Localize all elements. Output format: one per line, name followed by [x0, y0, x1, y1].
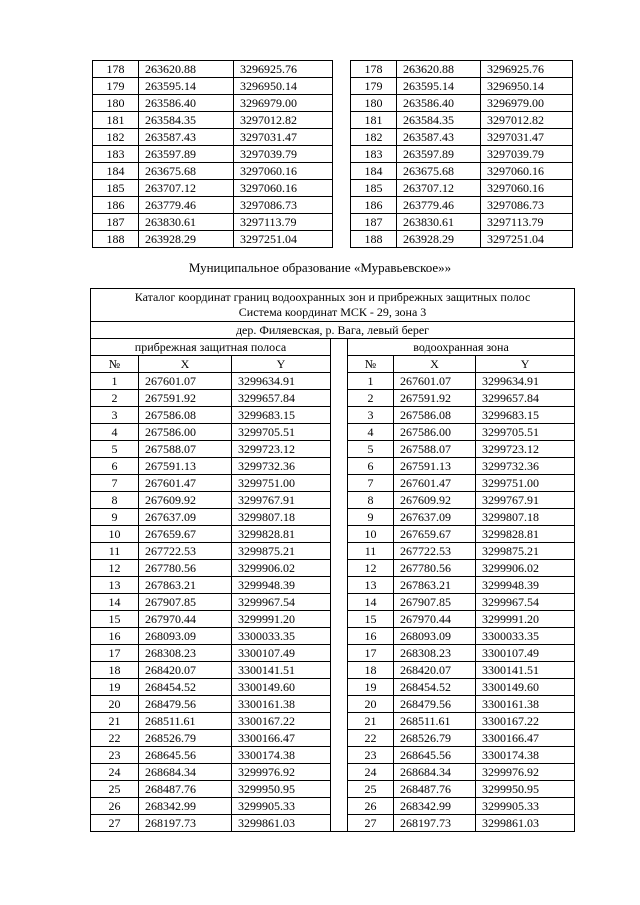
- point-number: 180: [351, 95, 397, 112]
- point-number: 6: [348, 458, 394, 475]
- x-coordinate: 268197.73: [139, 815, 232, 832]
- x-coordinate: 267780.56: [394, 560, 476, 577]
- x-coordinate: 263597.89: [139, 146, 234, 163]
- x-coordinate: 267586.00: [139, 424, 232, 441]
- y-coordinate: 3299751.00: [232, 475, 331, 492]
- y-coordinate: 3299634.91: [476, 373, 575, 390]
- point-number: 186: [351, 197, 397, 214]
- x-coordinate: 268308.23: [139, 645, 232, 662]
- table-row: [93, 112, 333, 129]
- point-number: 14: [348, 594, 394, 611]
- column-header-row: [91, 356, 575, 373]
- y-coordinate: 3299807.18: [476, 509, 575, 526]
- table-row: [91, 798, 575, 815]
- y-coordinate: 3300107.49: [232, 645, 331, 662]
- table-row: [351, 95, 573, 112]
- point-number: 18: [348, 662, 394, 679]
- point-number: 21: [91, 713, 139, 730]
- x-coordinate: 267659.67: [139, 526, 232, 543]
- point-number: 184: [351, 163, 397, 180]
- table-row: [91, 611, 575, 628]
- x-coordinate: 267659.67: [394, 526, 476, 543]
- point-number: 20: [348, 696, 394, 713]
- y-coordinate: 3297012.82: [481, 112, 573, 129]
- y-coordinate: 3299967.54: [232, 594, 331, 611]
- y-coordinate: 3297060.16: [234, 180, 333, 197]
- x-coordinate: 267601.47: [394, 475, 476, 492]
- y-coordinate: 3299976.92: [476, 764, 575, 781]
- table-row: [91, 543, 575, 560]
- point-number: 182: [351, 129, 397, 146]
- x-coordinate: 267588.07: [394, 441, 476, 458]
- x-coordinate: 263595.14: [139, 78, 234, 95]
- point-number: 16: [91, 628, 139, 645]
- table-row: [351, 214, 573, 231]
- point-number: 23: [348, 747, 394, 764]
- table-row: [91, 815, 575, 832]
- top-right-coordinate-table: [350, 60, 573, 248]
- y-coordinate: 3299705.51: [476, 424, 575, 441]
- x-coordinate: 263584.35: [139, 112, 234, 129]
- point-number: 181: [351, 112, 397, 129]
- col-number-header: №: [348, 356, 394, 373]
- point-number: 23: [91, 747, 139, 764]
- x-coordinate: 263595.14: [397, 78, 481, 95]
- y-coordinate: 3296925.76: [234, 61, 333, 78]
- location-label: дер. Филяевская, р. Вага, левый берег: [91, 322, 575, 339]
- y-coordinate: 3299906.02: [476, 560, 575, 577]
- point-number: 187: [93, 214, 139, 231]
- point-number: 12: [348, 560, 394, 577]
- table-row: [351, 61, 573, 78]
- table-row: [93, 214, 333, 231]
- table-row: [93, 95, 333, 112]
- y-coordinate: 3299732.36: [232, 458, 331, 475]
- point-number: 17: [348, 645, 394, 662]
- x-coordinate: 267601.07: [139, 373, 232, 390]
- point-number: 10: [91, 526, 139, 543]
- top-left-coordinate-table: [92, 60, 333, 248]
- x-coordinate: 268342.99: [394, 798, 476, 815]
- right-section-header: водоохранная зона: [348, 339, 575, 356]
- table-row: [351, 180, 573, 197]
- point-number: 188: [351, 231, 397, 248]
- point-number: 11: [91, 543, 139, 560]
- y-coordinate: 3299948.39: [476, 577, 575, 594]
- catalog-title-row: [91, 289, 575, 322]
- y-coordinate: 3297039.79: [481, 146, 573, 163]
- y-coordinate: 3300167.22: [232, 713, 331, 730]
- y-coordinate: 3297060.16: [481, 163, 573, 180]
- point-number: 9: [348, 509, 394, 526]
- y-coordinate: 3296979.00: [481, 95, 573, 112]
- catalog-title: Каталог координат границ водоохранных зон и прибрежных защитных полос: [134, 290, 531, 304]
- y-coordinate: 3299905.33: [232, 798, 331, 815]
- x-coordinate: 263707.12: [139, 180, 234, 197]
- x-coordinate: 268511.61: [139, 713, 232, 730]
- point-number: 184: [93, 163, 139, 180]
- point-number: 8: [91, 492, 139, 509]
- y-coordinate: 3299657.84: [476, 390, 575, 407]
- point-number: 188: [93, 231, 139, 248]
- x-coordinate: 268487.76: [394, 781, 476, 798]
- table-row: [91, 509, 575, 526]
- point-number: 16: [348, 628, 394, 645]
- y-coordinate: 3300166.47: [232, 730, 331, 747]
- table-row: [351, 78, 573, 95]
- y-coordinate: 3300149.60: [232, 679, 331, 696]
- x-coordinate: 268487.76: [139, 781, 232, 798]
- table-row: [91, 475, 575, 492]
- y-coordinate: 3299875.21: [232, 543, 331, 560]
- x-coordinate: 267907.85: [394, 594, 476, 611]
- point-number: 13: [91, 577, 139, 594]
- point-number: 9: [91, 509, 139, 526]
- x-coordinate: 263675.68: [139, 163, 234, 180]
- table-row: [93, 78, 333, 95]
- table-row: [93, 129, 333, 146]
- point-number: 14: [91, 594, 139, 611]
- x-coordinate: 268479.56: [394, 696, 476, 713]
- x-coordinate: 263586.40: [397, 95, 481, 112]
- x-coordinate: 267601.47: [139, 475, 232, 492]
- x-coordinate: 267591.92: [394, 390, 476, 407]
- point-number: 18: [91, 662, 139, 679]
- y-coordinate: 3299723.12: [232, 441, 331, 458]
- y-coordinate: 3299905.33: [476, 798, 575, 815]
- table-row: [93, 180, 333, 197]
- x-coordinate: 267863.21: [394, 577, 476, 594]
- table-row: [93, 197, 333, 214]
- x-coordinate: 263587.43: [139, 129, 234, 146]
- y-coordinate: 3296979.00: [234, 95, 333, 112]
- location-row: [91, 322, 575, 339]
- point-number: 7: [348, 475, 394, 492]
- point-number: 17: [91, 645, 139, 662]
- y-coordinate: 3299950.95: [232, 781, 331, 798]
- y-coordinate: 3299732.36: [476, 458, 575, 475]
- table-row: [93, 231, 333, 248]
- y-coordinate: 3300161.38: [232, 696, 331, 713]
- y-coordinate: 3297113.79: [234, 214, 333, 231]
- x-coordinate: 268308.23: [394, 645, 476, 662]
- point-number: 2: [91, 390, 139, 407]
- y-coordinate: 3299634.91: [232, 373, 331, 390]
- y-coordinate: 3299683.15: [232, 407, 331, 424]
- x-coordinate: 263597.89: [397, 146, 481, 163]
- x-coordinate: 267637.09: [139, 509, 232, 526]
- point-number: 4: [91, 424, 139, 441]
- point-number: 178: [351, 61, 397, 78]
- y-coordinate: 3297031.47: [481, 129, 573, 146]
- table-row: [351, 231, 573, 248]
- table-row: [91, 594, 575, 611]
- y-coordinate: 3296950.14: [481, 78, 573, 95]
- y-coordinate: 3299991.20: [476, 611, 575, 628]
- y-coordinate: 3300141.51: [476, 662, 575, 679]
- section-header-row: [91, 339, 575, 356]
- table-row: [91, 679, 575, 696]
- coordinate-system: Система координат МСК - 29, зона 3: [238, 305, 427, 319]
- municipality-title: Муниципальное образование «Муравьевское»»: [188, 260, 452, 275]
- x-coordinate: 268526.79: [394, 730, 476, 747]
- x-coordinate: 268645.56: [394, 747, 476, 764]
- table-row: [93, 163, 333, 180]
- x-coordinate: 267722.53: [394, 543, 476, 560]
- point-number: 24: [91, 764, 139, 781]
- point-number: 179: [351, 78, 397, 95]
- point-number: 25: [348, 781, 394, 798]
- table-row: [91, 645, 575, 662]
- table-row: [91, 781, 575, 798]
- table-row: [351, 129, 573, 146]
- table-row: [91, 730, 575, 747]
- x-coordinate: 267591.13: [394, 458, 476, 475]
- point-number: 185: [93, 180, 139, 197]
- x-coordinate: 268454.52: [394, 679, 476, 696]
- point-number: 15: [348, 611, 394, 628]
- table-row: [91, 696, 575, 713]
- table-row: [91, 747, 575, 764]
- point-number: 179: [93, 78, 139, 95]
- point-number: 185: [351, 180, 397, 197]
- point-number: 25: [91, 781, 139, 798]
- x-coordinate: 268420.07: [394, 662, 476, 679]
- x-coordinate: 267586.08: [394, 407, 476, 424]
- y-coordinate: 3299767.91: [232, 492, 331, 509]
- x-coordinate: 263779.46: [397, 197, 481, 214]
- point-number: 19: [348, 679, 394, 696]
- x-coordinate: 267637.09: [394, 509, 476, 526]
- y-coordinate: 3299967.54: [476, 594, 575, 611]
- point-number: 19: [91, 679, 139, 696]
- y-coordinate: 3297060.16: [481, 180, 573, 197]
- x-coordinate: 268093.09: [139, 628, 232, 645]
- y-coordinate: 3300166.47: [476, 730, 575, 747]
- y-coordinate: 3299991.20: [232, 611, 331, 628]
- point-number: 22: [348, 730, 394, 747]
- y-coordinate: 3299751.00: [476, 475, 575, 492]
- table-row: [351, 146, 573, 163]
- x-coordinate: 268645.56: [139, 747, 232, 764]
- point-number: 11: [348, 543, 394, 560]
- table-row: [91, 577, 575, 594]
- y-coordinate: 3300149.60: [476, 679, 575, 696]
- x-coordinate: 268511.61: [394, 713, 476, 730]
- y-coordinate: 3300107.49: [476, 645, 575, 662]
- x-coordinate: 263830.61: [139, 214, 234, 231]
- x-coordinate: 267722.53: [139, 543, 232, 560]
- table-row: [91, 764, 575, 781]
- col-x-header: X: [139, 356, 232, 373]
- x-coordinate: 263928.29: [139, 231, 234, 248]
- point-number: 2: [348, 390, 394, 407]
- y-coordinate: 3299807.18: [232, 509, 331, 526]
- point-number: 5: [91, 441, 139, 458]
- table-row: [93, 146, 333, 163]
- x-coordinate: 263620.88: [397, 61, 481, 78]
- x-coordinate: 267609.92: [139, 492, 232, 509]
- x-coordinate: 263928.29: [397, 231, 481, 248]
- x-coordinate: 267591.13: [139, 458, 232, 475]
- y-coordinate: 3296950.14: [234, 78, 333, 95]
- point-number: 183: [93, 146, 139, 163]
- point-number: 4: [348, 424, 394, 441]
- coordinate-catalog-table: [90, 288, 575, 832]
- point-number: 182: [93, 129, 139, 146]
- x-coordinate: 267863.21: [139, 577, 232, 594]
- point-number: 6: [91, 458, 139, 475]
- col-y-header: Y: [232, 356, 331, 373]
- y-coordinate: 3299657.84: [232, 390, 331, 407]
- x-coordinate: 268526.79: [139, 730, 232, 747]
- point-number: 22: [91, 730, 139, 747]
- x-coordinate: 268684.34: [139, 764, 232, 781]
- table-row: [91, 407, 575, 424]
- point-number: 21: [348, 713, 394, 730]
- x-coordinate: 263779.46: [139, 197, 234, 214]
- col-number-header: №: [91, 356, 139, 373]
- y-coordinate: 3299948.39: [232, 577, 331, 594]
- table-row: [91, 560, 575, 577]
- point-number: 10: [348, 526, 394, 543]
- y-coordinate: 3297086.73: [481, 197, 573, 214]
- y-coordinate: 3297251.04: [234, 231, 333, 248]
- point-number: 5: [348, 441, 394, 458]
- y-coordinate: 3299875.21: [476, 543, 575, 560]
- y-coordinate: 3299861.03: [232, 815, 331, 832]
- y-coordinate: 3297113.79: [481, 214, 573, 231]
- x-coordinate: 267609.92: [394, 492, 476, 509]
- point-number: 27: [91, 815, 139, 832]
- col-x-header: X: [394, 356, 476, 373]
- table-row: [91, 458, 575, 475]
- point-number: 26: [91, 798, 139, 815]
- point-number: 7: [91, 475, 139, 492]
- x-coordinate: 263830.61: [397, 214, 481, 231]
- y-coordinate: 3296925.76: [481, 61, 573, 78]
- x-coordinate: 263587.43: [397, 129, 481, 146]
- y-coordinate: 3297039.79: [234, 146, 333, 163]
- y-coordinate: 3299828.81: [476, 526, 575, 543]
- point-number: 12: [91, 560, 139, 577]
- point-number: 187: [351, 214, 397, 231]
- x-coordinate: 263707.12: [397, 180, 481, 197]
- point-number: 26: [348, 798, 394, 815]
- point-number: 15: [91, 611, 139, 628]
- x-coordinate: 267907.85: [139, 594, 232, 611]
- x-coordinate: 268197.73: [394, 815, 476, 832]
- y-coordinate: 3297251.04: [481, 231, 573, 248]
- y-coordinate: 3297012.82: [234, 112, 333, 129]
- x-coordinate: 263586.40: [139, 95, 234, 112]
- x-coordinate: 267586.08: [139, 407, 232, 424]
- y-coordinate: 3299683.15: [476, 407, 575, 424]
- table-row: [91, 441, 575, 458]
- x-coordinate: 267591.92: [139, 390, 232, 407]
- point-number: 27: [348, 815, 394, 832]
- x-coordinate: 263675.68: [397, 163, 481, 180]
- x-coordinate: 267586.00: [394, 424, 476, 441]
- point-number: 180: [93, 95, 139, 112]
- y-coordinate: 3299767.91: [476, 492, 575, 509]
- table-row: [91, 390, 575, 407]
- table-row: [91, 424, 575, 441]
- y-coordinate: 3300161.38: [476, 696, 575, 713]
- y-coordinate: 3300167.22: [476, 713, 575, 730]
- left-section-header: прибрежная защитная полоса: [91, 339, 331, 356]
- point-number: 3: [348, 407, 394, 424]
- table-row: [91, 492, 575, 509]
- y-coordinate: 3297031.47: [234, 129, 333, 146]
- x-coordinate: 267970.44: [139, 611, 232, 628]
- point-number: 8: [348, 492, 394, 509]
- point-number: 3: [91, 407, 139, 424]
- y-coordinate: 3300174.38: [476, 747, 575, 764]
- table-row: [91, 662, 575, 679]
- y-coordinate: 3299950.95: [476, 781, 575, 798]
- y-coordinate: 3300033.35: [232, 628, 331, 645]
- point-number: 20: [91, 696, 139, 713]
- x-coordinate: 267601.07: [394, 373, 476, 390]
- y-coordinate: 3300033.35: [476, 628, 575, 645]
- y-coordinate: 3299976.92: [232, 764, 331, 781]
- y-coordinate: 3297086.73: [234, 197, 333, 214]
- point-number: 13: [348, 577, 394, 594]
- point-number: 186: [93, 197, 139, 214]
- x-coordinate: 268684.34: [394, 764, 476, 781]
- x-coordinate: 268420.07: [139, 662, 232, 679]
- x-coordinate: 268454.52: [139, 679, 232, 696]
- point-number: 1: [348, 373, 394, 390]
- table-row: [91, 526, 575, 543]
- x-coordinate: 268479.56: [139, 696, 232, 713]
- point-number: 181: [93, 112, 139, 129]
- point-number: 183: [351, 146, 397, 163]
- point-number: 178: [93, 61, 139, 78]
- x-coordinate: 267970.44: [394, 611, 476, 628]
- table-row: [91, 373, 575, 390]
- y-coordinate: 3299723.12: [476, 441, 575, 458]
- table-row: [91, 628, 575, 645]
- table-row: [91, 713, 575, 730]
- x-coordinate: 263620.88: [139, 61, 234, 78]
- y-coordinate: 3297060.16: [234, 163, 333, 180]
- table-row: [351, 197, 573, 214]
- y-coordinate: 3299828.81: [232, 526, 331, 543]
- point-number: 1: [91, 373, 139, 390]
- table-row: [351, 112, 573, 129]
- y-coordinate: 3299705.51: [232, 424, 331, 441]
- x-coordinate: 267780.56: [139, 560, 232, 577]
- col-y-header: Y: [476, 356, 575, 373]
- x-coordinate: 267588.07: [139, 441, 232, 458]
- table-row: [93, 61, 333, 78]
- y-coordinate: 3299861.03: [476, 815, 575, 832]
- x-coordinate: 263584.35: [397, 112, 481, 129]
- y-coordinate: 3300141.51: [232, 662, 331, 679]
- x-coordinate: 268342.99: [139, 798, 232, 815]
- y-coordinate: 3300174.38: [232, 747, 331, 764]
- table-row: [351, 163, 573, 180]
- y-coordinate: 3299906.02: [232, 560, 331, 577]
- x-coordinate: 268093.09: [394, 628, 476, 645]
- point-number: 24: [348, 764, 394, 781]
